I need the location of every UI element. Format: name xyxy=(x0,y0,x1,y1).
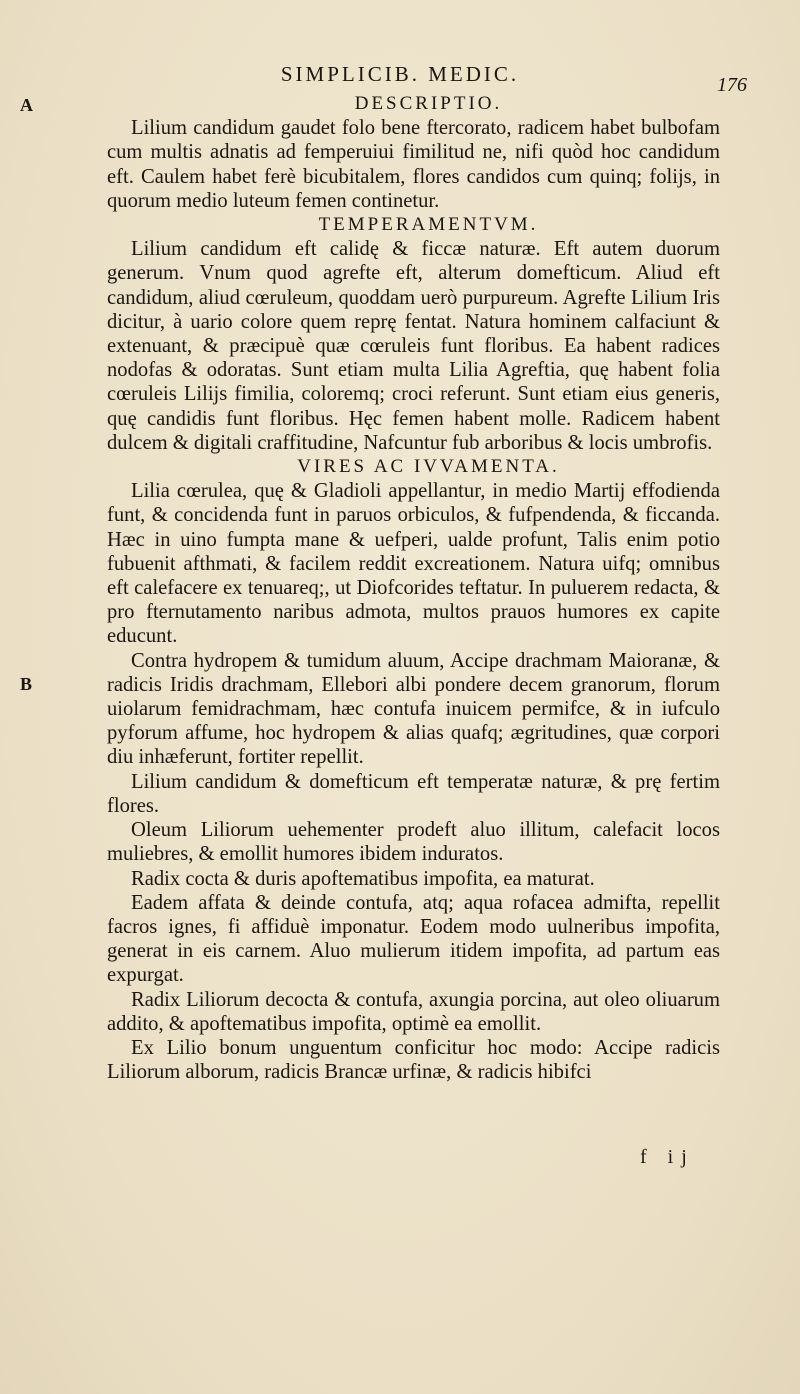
paragraph: Radix Liliorum decocta & contufa, axungia porcina, aut oleo oliuarum addito, & apoftematibus impofita, optimè ea emollit. xyxy=(107,988,720,1035)
paragraph: Eadem affata & deinde contufa, atq; aqua rofacea admifta, repellit facros ignes, fi affiduè imponatur. Eodem modo uulneribus impofita, generat in eis carnem. Aluo mulierum itidem impofita, ad partum eas expurgat. xyxy=(107,891,720,987)
section-heading: TEMPERAMENTVM. xyxy=(318,214,539,236)
margin-letter-a: A xyxy=(20,95,33,115)
paragraph: Lilia cœrulea, quę & Gladioli appellantur, in medio Martij effodienda funt, & concidenda funt in paruos orbiculos, & fufpendenda, & ficcanda. Hæc in uino fumpta mane & uefperi, ualde profunt, Talis enim potio fubuenit afthmati, & facilem reddit excreationem. Natura uifq; omnibus eft calefacere ex tenuareq;, ut Diofcorides teftatur. In puluerem redacta, & pro fternutamento naribus admota, multos prauos humores ex capite educunt. xyxy=(107,480,720,648)
section-heading: DESCRIPTIO. xyxy=(354,93,503,114)
paragraph: Oleum Liliorum uehementer prodeft aluo illitum, calefacit locos muliebres, & emollit humores ibidem induratos. xyxy=(107,819,720,866)
paragraph: Ex Lilio bonum unguentum conficitur hoc modo: Accipe radicis Liliorum alborum, radicis Brancæ urfinæ, & radicis hibifci xyxy=(107,1036,720,1084)
section-heading: VIRES AC IVVAMENTA. xyxy=(297,456,560,478)
paragraph: Lilium candidum eft calidę & ficcæ naturæ. Eft autem duorum generum. Vnum quod agrefte eft, alterum domefticum. Aliud eft candidum, aliud cœruleum, quoddam uerò purpureum. Agrefte Lilium Iris dicitur, à uario colore quem reprę fentat. Natura hominem calfaciunt & extenuant, & præcipuè quæ cœruleis funt floribus. Ea habent radices nodofas & odoratas. Sunt etiam multa Lilia Agreftia, quę habent folia cœruleis Lilijs fimilia, coloremq; croci referunt. Sunt etiam eius generis, quę candidis funt floribus. Hęc femen habent molle. Radicem habent dulcem & digitali craffitudine, Nafcuntur fub arboribus & locis umbrofis. xyxy=(107,238,720,454)
folio-number: 176 xyxy=(717,74,747,96)
paragraph: Lilium candidum & domefticum eft temperatæ naturæ, & prę fertim flores. xyxy=(107,770,720,817)
paragraph: Radix cocta & duris apoftematibus impofita, ea maturat. xyxy=(131,867,595,890)
signature-mark: f ij xyxy=(640,1146,695,1168)
running-head: SIMPLICIB. MEDIC. xyxy=(280,62,520,86)
paragraph: Contra hydropem & tumidum aluum, Accipe drachmam Maioranæ, & radicis Iridis drachmam, Ellebori albi pondere decem granorum, florum uiolarum femidrachmam, hæc contufa inuicem permifce, & in iufculo pyforum affume, hoc hydropem & alias quafq; ægritudines, quæ corpori diu inhæferunt, fortiter repellit. xyxy=(107,649,720,769)
margin-letter-b: B xyxy=(20,674,33,694)
text-block xyxy=(107,92,720,1084)
paragraph: Lilium candidum gaudet folo bene ftercorato, radicem habet bulbofam cum multis adnatis ad femperuiui fimilitud ne, nifi quòd hoc candidum eft. Caulem habet ferè bicubitalem, flores candidos cum quinq; folijs, in quorum medio luteum femen continetur. xyxy=(107,117,720,212)
